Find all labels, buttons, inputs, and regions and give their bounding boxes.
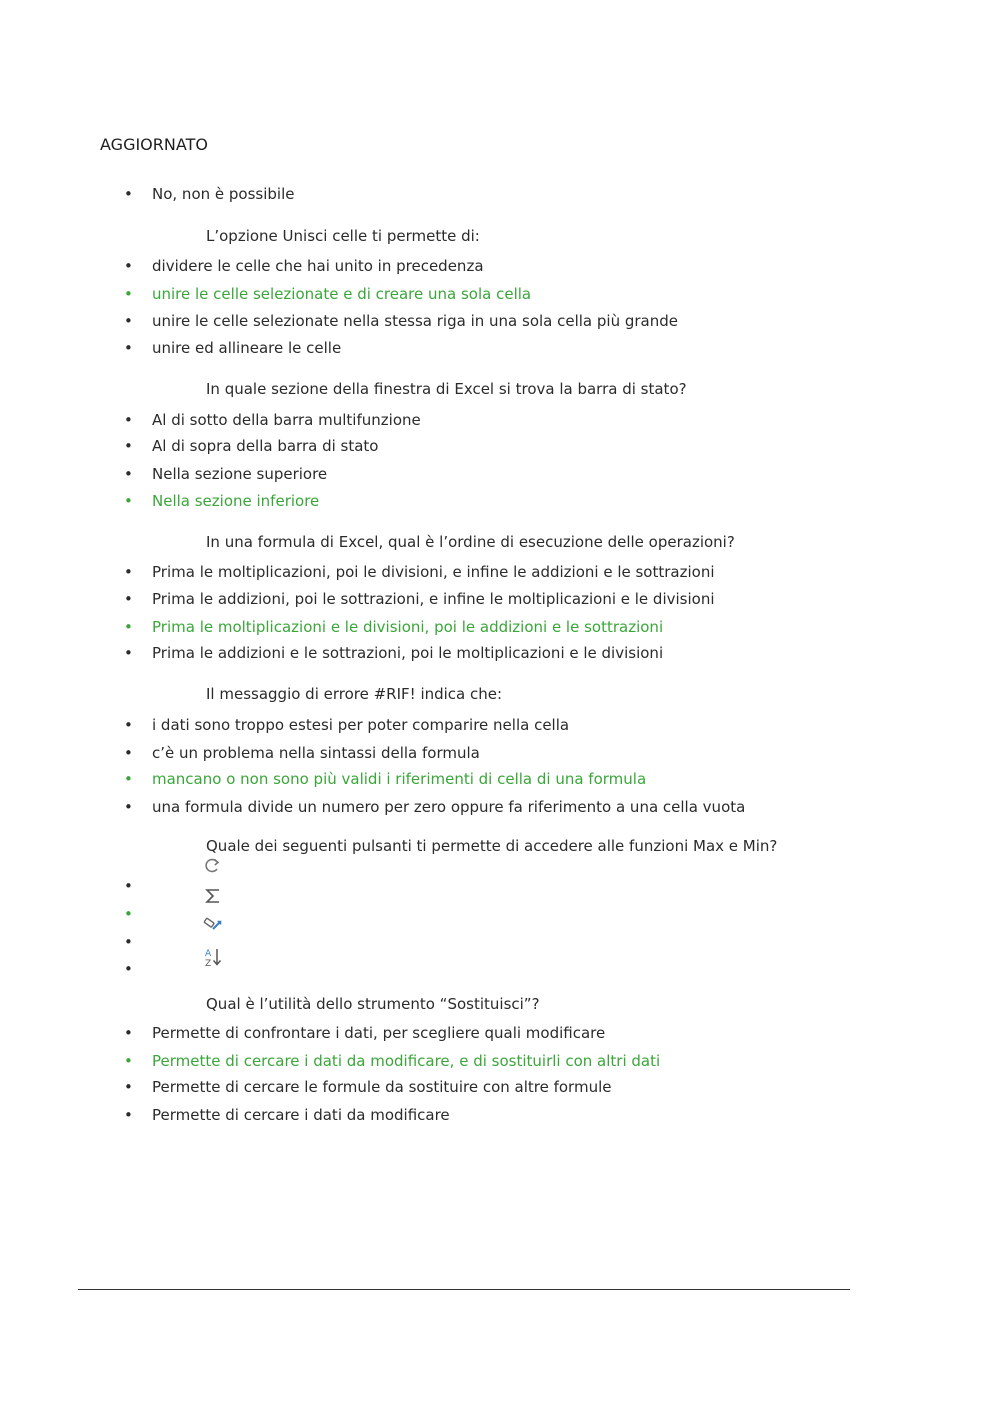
- bullet-correct: •: [124, 618, 133, 636]
- answer-q0-1: No, non è possibile: [152, 185, 295, 203]
- page-title: AGGIORNATO: [100, 135, 208, 154]
- answer-q2-1: Al di sotto della barra multifunzione: [152, 411, 421, 429]
- question-6: Qual è l’utilità dello strumento “Sostituisci”?: [206, 995, 540, 1013]
- bullet: •: [124, 590, 133, 608]
- bullet: •: [124, 716, 133, 734]
- redo-icon: [202, 855, 224, 877]
- bullet: •: [124, 339, 133, 357]
- bullet: •: [124, 1024, 133, 1042]
- bullet: •: [124, 437, 133, 455]
- answer-q1-3: unire le celle selezionate nella stessa riga in una sola cella più grande: [152, 312, 678, 330]
- answer-q6-3: Permette di cercare le formule da sostituire con altre formule: [152, 1078, 612, 1096]
- bullet: •: [124, 257, 133, 275]
- question-1: L’opzione Unisci celle ti permette di:: [206, 227, 480, 245]
- bullet-correct: •: [124, 770, 133, 788]
- answer-q4-4: una formula divide un numero per zero oppure fa riferimento a una cella vuota: [152, 798, 746, 816]
- answer-q3-2: Prima le addizioni, poi le sottrazioni, e infine le moltiplicazioni e le divisioni: [152, 590, 715, 608]
- answer-q6-1: Permette di confrontare i dati, per scegliere quali modificare: [152, 1024, 606, 1042]
- bullet: •: [124, 312, 133, 330]
- bullet: •: [124, 1106, 133, 1124]
- svg-text:Z: Z: [205, 959, 212, 968]
- bullet-correct: •: [124, 285, 133, 303]
- bullet: •: [124, 465, 133, 483]
- bullet-correct: •: [124, 492, 133, 510]
- answer-q4-1: i dati sono troppo estesi per poter comparire nella cella: [152, 716, 570, 734]
- answer-q3-4: Prima le addizioni e le sottrazioni, poi le moltiplicazioni e le divisioni: [152, 644, 664, 662]
- bullet: •: [124, 411, 133, 429]
- bullet: •: [124, 933, 133, 951]
- bullet: •: [124, 644, 133, 662]
- answer-q3-1: Prima le moltiplicazioni, poi le divisioni, e infine le addizioni e le sottrazioni: [152, 563, 715, 581]
- bullet: •: [124, 877, 133, 895]
- answer-q2-3: Nella sezione superiore: [152, 465, 328, 483]
- autosum-sigma-icon: [202, 885, 224, 907]
- answer-q6-2-correct: Permette di cercare i dati da modificare, e di sostituirli con altri dati: [152, 1052, 661, 1070]
- bullet: •: [124, 563, 133, 581]
- answer-q6-4: Permette di cercare i dati da modificare: [152, 1106, 450, 1124]
- sort-az-icon: [202, 946, 224, 968]
- question-5: Quale dei seguenti pulsanti ti permette di accedere alle funzioni Max e Min?: [206, 837, 778, 855]
- question-3: In una formula di Excel, qual è l’ordine di esecuzione delle operazioni?: [206, 533, 735, 551]
- bullet: •: [124, 960, 133, 978]
- bullet: •: [124, 798, 133, 816]
- bullet: •: [124, 744, 133, 762]
- question-4: Il messaggio di errore #RIF! indica che:: [206, 685, 503, 703]
- question-2: In quale sezione della finestra di Excel si trova la barra di stato?: [206, 380, 687, 398]
- answer-q3-3-correct: Prima le moltiplicazioni e le divisioni, poi le addizioni e le sottrazioni: [152, 618, 664, 636]
- footer-divider: [78, 1289, 850, 1290]
- bullet: •: [124, 1078, 133, 1096]
- bullet: •: [124, 185, 133, 203]
- answer-q2-2: Al di sopra della barra di stato: [152, 437, 379, 455]
- answer-q4-3-correct: mancano o non sono più validi i riferimenti di cella di una formula: [152, 770, 647, 788]
- answer-q4-2: c’è un problema nella sintassi della formula: [152, 744, 480, 762]
- bullet-correct: •: [124, 905, 133, 923]
- answer-q1-2-correct: unire le celle selezionate e di creare una sola cella: [152, 285, 532, 303]
- bullet-correct: •: [124, 1052, 133, 1070]
- answer-q1-1: dividere le celle che hai unito in precedenza: [152, 257, 484, 275]
- svg-text:A: A: [205, 949, 212, 959]
- format-painter-icon: [202, 915, 224, 937]
- answer-q1-4: unire ed allineare le celle: [152, 339, 342, 357]
- answer-q2-4-correct: Nella sezione inferiore: [152, 492, 320, 510]
